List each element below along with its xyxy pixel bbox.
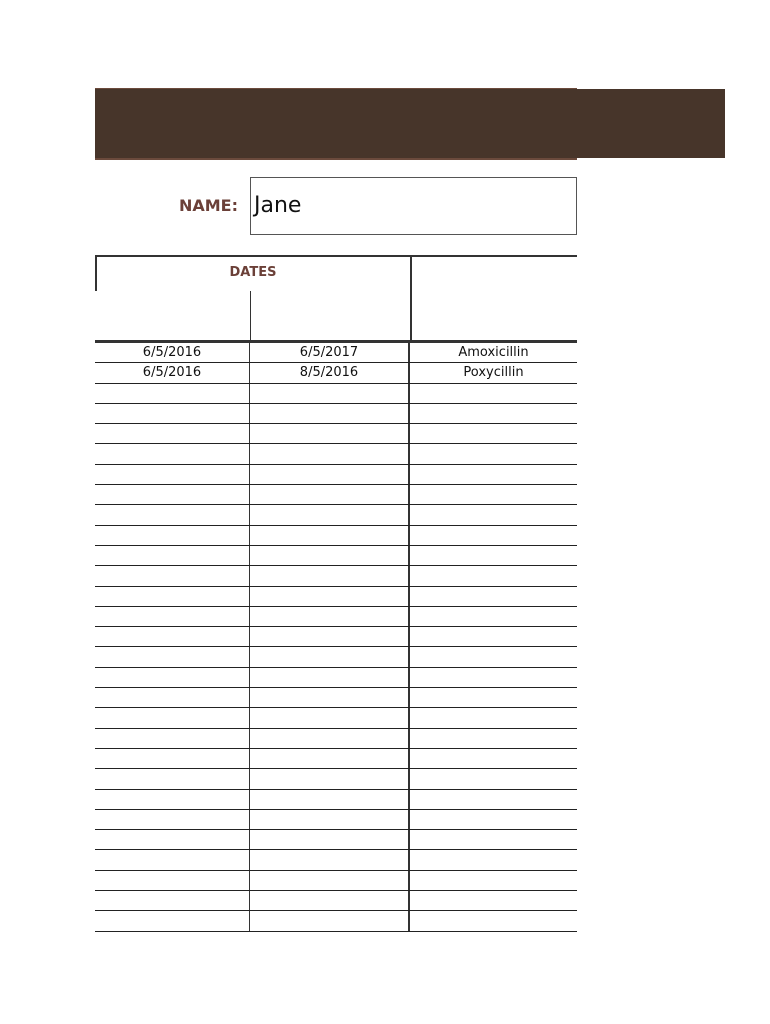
end-date-cell[interactable] bbox=[250, 607, 410, 626]
end-date-cell[interactable] bbox=[250, 891, 410, 910]
medication-cell[interactable] bbox=[410, 891, 577, 910]
medication-cell[interactable] bbox=[410, 769, 577, 788]
medication-cell[interactable] bbox=[410, 810, 577, 829]
end-date-cell[interactable] bbox=[250, 546, 410, 565]
medication-cell[interactable] bbox=[410, 566, 577, 585]
medication-cell[interactable] bbox=[410, 424, 577, 443]
table-row bbox=[95, 485, 577, 505]
end-date-cell[interactable] bbox=[250, 424, 410, 443]
start-date-cell[interactable] bbox=[95, 444, 250, 463]
table-row bbox=[95, 465, 577, 485]
medication-cell[interactable] bbox=[410, 850, 577, 869]
end-date-cell[interactable] bbox=[250, 526, 410, 545]
start-date-cell[interactable] bbox=[95, 424, 250, 443]
medication-cell[interactable] bbox=[410, 404, 577, 423]
end-date-cell[interactable] bbox=[250, 587, 410, 606]
end-date-cell[interactable] bbox=[250, 465, 410, 484]
medication-cell[interactable] bbox=[410, 790, 577, 809]
medication-cell[interactable] bbox=[410, 729, 577, 748]
table-row bbox=[95, 444, 577, 464]
start-date-cell[interactable] bbox=[95, 790, 250, 809]
end-date-cell[interactable] bbox=[250, 485, 410, 504]
table-row bbox=[95, 688, 577, 708]
start-date-cell[interactable] bbox=[95, 729, 250, 748]
table-header bbox=[95, 255, 577, 341]
medication-cell[interactable] bbox=[410, 607, 577, 626]
end-date-cell[interactable] bbox=[250, 688, 410, 707]
end-date-cell[interactable] bbox=[250, 850, 410, 869]
start-date-cell[interactable]: 6/5/2016 bbox=[95, 343, 250, 362]
end-date-cell[interactable] bbox=[250, 708, 410, 727]
start-date-cell[interactable] bbox=[95, 485, 250, 504]
start-date-cell[interactable] bbox=[95, 505, 250, 524]
end-date-cell[interactable] bbox=[250, 810, 410, 829]
medication-table-body bbox=[95, 340, 577, 932]
dates-header: DATES bbox=[229, 265, 277, 280]
start-date-cell[interactable] bbox=[95, 384, 250, 403]
table-row bbox=[95, 546, 577, 566]
medication-cell[interactable] bbox=[410, 708, 577, 727]
medication-cell[interactable] bbox=[410, 668, 577, 687]
end-date-cell[interactable] bbox=[250, 749, 410, 768]
medication-cell[interactable] bbox=[410, 444, 577, 463]
table-row bbox=[95, 668, 577, 688]
table-row bbox=[95, 871, 577, 891]
medication-cell[interactable]: Amoxicillin bbox=[458, 345, 529, 360]
name-label: NAME: bbox=[178, 196, 238, 215]
start-date-cell[interactable] bbox=[95, 891, 250, 910]
medication-cell[interactable] bbox=[410, 871, 577, 890]
table-row bbox=[95, 749, 577, 769]
table-row bbox=[95, 526, 577, 546]
table-row bbox=[95, 647, 577, 667]
table-row bbox=[95, 830, 577, 850]
header-middle-rule bbox=[250, 291, 251, 341]
table-row bbox=[95, 891, 577, 911]
start-date-cell[interactable]: 6/5/2016 bbox=[95, 363, 250, 382]
medication-cell[interactable] bbox=[410, 505, 577, 524]
start-date-cell[interactable] bbox=[95, 627, 250, 646]
start-date-cell[interactable] bbox=[95, 668, 250, 687]
end-date-cell[interactable] bbox=[250, 769, 410, 788]
start-date-cell[interactable] bbox=[95, 708, 250, 727]
start-date-cell[interactable] bbox=[95, 546, 250, 565]
start-date-cell[interactable] bbox=[95, 688, 250, 707]
medication-cell[interactable] bbox=[410, 830, 577, 849]
start-date-cell[interactable] bbox=[95, 749, 250, 768]
table-row bbox=[95, 769, 577, 789]
end-date-cell[interactable] bbox=[250, 668, 410, 687]
table-row bbox=[95, 566, 577, 586]
table-row bbox=[95, 587, 577, 607]
start-date-cell[interactable] bbox=[95, 871, 250, 890]
table-row bbox=[95, 627, 577, 647]
medication-cell[interactable] bbox=[410, 526, 577, 545]
header-top-rule bbox=[95, 255, 577, 257]
table-row bbox=[95, 607, 577, 627]
medication-cell[interactable] bbox=[410, 647, 577, 666]
table-row bbox=[95, 343, 577, 363]
name-field[interactable] bbox=[250, 177, 577, 235]
table-row bbox=[95, 729, 577, 749]
end-date-cell[interactable] bbox=[250, 647, 410, 666]
end-date-cell[interactable] bbox=[250, 505, 410, 524]
title-banner bbox=[95, 89, 725, 158]
medication-cell[interactable] bbox=[410, 384, 577, 403]
table-row bbox=[95, 363, 577, 383]
end-date-cell[interactable]: 8/5/2016 bbox=[250, 363, 410, 382]
start-date-cell[interactable] bbox=[95, 607, 250, 626]
table-row bbox=[95, 810, 577, 830]
table-row bbox=[95, 911, 577, 931]
start-date-cell[interactable] bbox=[95, 850, 250, 869]
table-row bbox=[95, 384, 577, 404]
medication-cell[interactable] bbox=[410, 587, 577, 606]
start-date-cell[interactable] bbox=[95, 911, 250, 930]
start-date-cell[interactable] bbox=[95, 587, 250, 606]
end-date-cell[interactable] bbox=[250, 729, 410, 748]
end-date-cell[interactable] bbox=[250, 627, 410, 646]
end-date-cell[interactable] bbox=[250, 444, 410, 463]
medication-cell[interactable]: Poxycillin bbox=[463, 365, 524, 381]
medication-cell[interactable] bbox=[410, 485, 577, 504]
table-row bbox=[95, 790, 577, 810]
end-date-cell[interactable] bbox=[250, 384, 410, 403]
medication-cell[interactable] bbox=[410, 627, 577, 646]
start-date-cell[interactable] bbox=[95, 647, 250, 666]
start-date-cell[interactable] bbox=[95, 566, 250, 585]
table-row bbox=[95, 850, 577, 870]
start-date-cell[interactable] bbox=[95, 465, 250, 484]
end-date-cell[interactable]: 6/5/2017 bbox=[250, 343, 410, 362]
start-date-cell[interactable] bbox=[95, 830, 250, 849]
start-date-cell[interactable] bbox=[95, 810, 250, 829]
end-date-cell[interactable] bbox=[250, 566, 410, 585]
end-date-cell[interactable] bbox=[250, 790, 410, 809]
table-row bbox=[95, 424, 577, 444]
table-row bbox=[95, 404, 577, 424]
medication-cell[interactable] bbox=[410, 749, 577, 768]
table-row bbox=[95, 505, 577, 525]
end-date-cell[interactable] bbox=[250, 871, 410, 890]
medication-cell[interactable] bbox=[410, 911, 577, 930]
table-row bbox=[95, 708, 577, 728]
medication-cell[interactable] bbox=[410, 465, 577, 484]
end-date-cell[interactable] bbox=[250, 830, 410, 849]
end-date-cell[interactable] bbox=[250, 911, 410, 930]
start-date-cell[interactable] bbox=[95, 769, 250, 788]
medication-cell[interactable] bbox=[410, 546, 577, 565]
medication-cell[interactable] bbox=[410, 688, 577, 707]
start-date-cell[interactable] bbox=[95, 526, 250, 545]
name-value: Jane bbox=[254, 193, 302, 218]
end-date-cell[interactable] bbox=[250, 404, 410, 423]
start-date-cell[interactable] bbox=[95, 404, 250, 423]
